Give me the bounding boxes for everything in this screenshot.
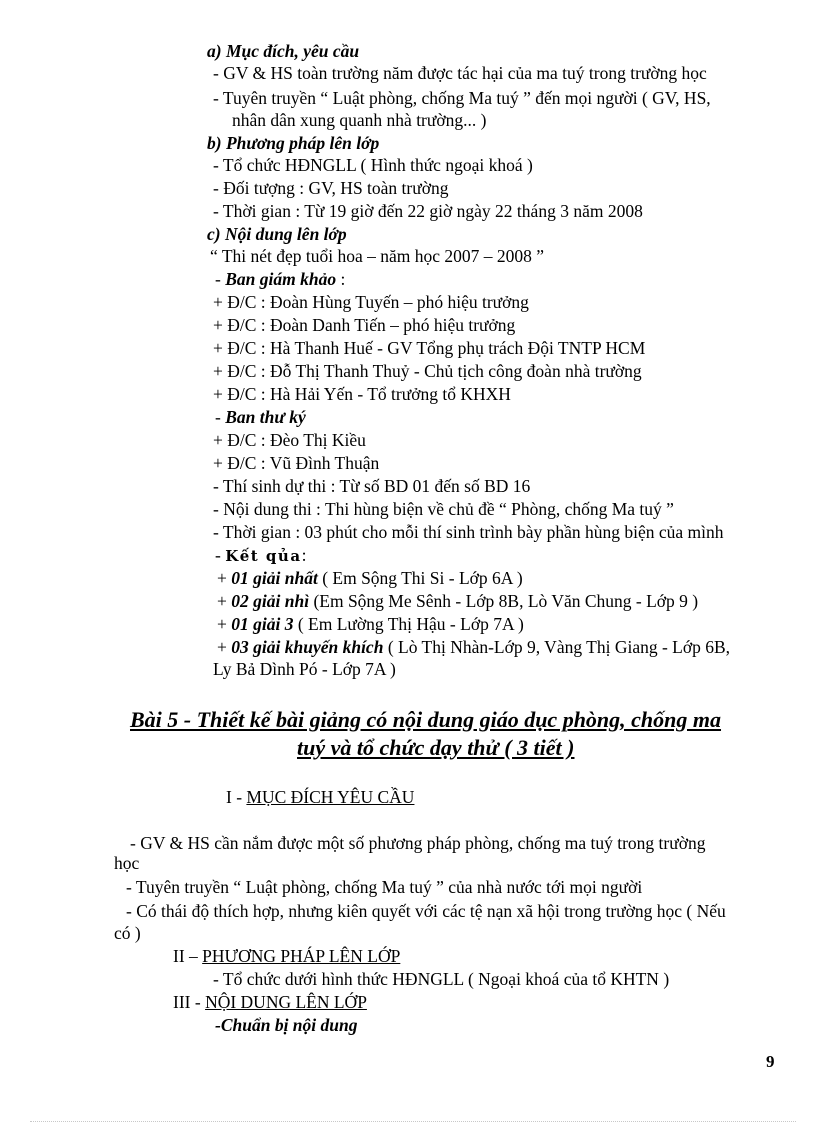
part-2-item: - Tổ chức dưới hình thức HĐNGLL ( Ngoại khoá của tổ KHTN ): [213, 969, 670, 989]
secretary-member-1: + Đ/C : Đèo Thị Kiều: [213, 430, 366, 450]
section-a-item-2-cont: nhân dân xung quanh nhà trường... ): [232, 110, 487, 130]
part-2-heading: II – PHƯƠNG PHÁP LÊN LỚP: [173, 946, 401, 966]
part-1-item-3: - Có thái độ thích hợp, nhưng kiên quyết với các tệ nạn xã hội trong trường học ( Nếu: [126, 901, 726, 921]
jury-member-1: + Đ/C : Đoàn Hùng Tuyến – phó hiệu trưởng: [213, 292, 529, 312]
jury-member-3: + Đ/C : Hà Thanh Huế - GV Tổng phụ trách Đội TNTP HCM: [213, 338, 646, 358]
page-bottom-divider: [30, 1121, 796, 1122]
contest-detail-2: - Nội dung thi : Thi hùng biện về chủ đề “ Phòng, chống Ma tuý ”: [213, 499, 674, 519]
part-1-heading: I - MỤC ĐÍCH YÊU CẦU: [226, 787, 415, 807]
section-b-item-3: - Thời gian : Từ 19 giờ đến 22 giờ ngày 22 tháng 3 năm 2008: [213, 201, 643, 221]
part-1-item-1-cont: học: [114, 853, 140, 873]
section-b-item-2: - Đối tượng : GV, HS toàn trường: [213, 178, 449, 198]
part-1-item-2: - Tuyên truyền “ Luật phòng, chống Ma tuý ” của nhà nước tới mọi người: [126, 877, 643, 897]
lesson-title-line-2: tuý và tổ chức dạy thử ( 3 tiết ): [297, 735, 575, 760]
result-2: + 02 giải nhì (Em Sộng Me Sênh - Lớp 8B, Lò Văn Chung - Lớp 9 ): [217, 591, 699, 611]
secretary-member-2: + Đ/C : Vũ Đình Thuận: [213, 453, 380, 473]
secretary-heading: - Ban thư ký: [215, 407, 306, 427]
section-a-item-2: - Tuyên truyền “ Luật phòng, chống Ma tuý ” đến mọi người ( GV, HS,: [213, 88, 711, 108]
part-1-item-1: - GV & HS cần nắm được một số phương pháp phòng, chống ma tuý trong trường: [130, 833, 706, 853]
part-1-item-3-cont: có ): [114, 923, 141, 943]
result-3: + 01 giải 3 ( Em Lường Thị Hậu - Lớp 7A ): [217, 614, 524, 634]
results-heading: - Kết qủa:: [215, 545, 307, 565]
page-number: 9: [766, 1052, 775, 1071]
jury-member-4: + Đ/C : Đỗ Thị Thanh Thuỷ - Chủ tịch công đoàn nhà trường: [213, 361, 642, 381]
part-3-heading: III - NỘI DUNG LÊN LỚP: [173, 992, 367, 1012]
lesson-title-line-1: Bài 5 - Thiết kế bài giảng có nội dung giáo dục phòng, chống ma: [130, 707, 722, 732]
part-3-subheading: -Chuẩn bị nội dung: [215, 1015, 358, 1035]
section-b-item-1: - Tổ chức HĐNGLL ( Hình thức ngoại khoá ): [213, 155, 533, 175]
contest-theme: “ Thi nét đẹp tuổi hoa – năm học 2007 – 2008 ”: [210, 246, 545, 266]
jury-heading: - Ban giám khảo :: [215, 269, 346, 289]
section-b-heading: b) Phương pháp lên lớp: [207, 133, 380, 153]
section-c-heading: c) Nội dung lên lớp: [207, 224, 347, 244]
result-4-cont: Ly Bả Dình Pó - Lớp 7A ): [213, 659, 396, 679]
result-1: + 01 giải nhất ( Em Sộng Thi Si - Lớp 6A ): [217, 568, 523, 588]
section-a-item-1: - GV & HS toàn trường năm được tác hại của ma tuý trong trường học: [213, 63, 707, 83]
result-4: + 03 giải khuyến khích ( Lò Thị Nhàn-Lớp 9, Vàng Thị Giang - Lớp 6B,: [217, 637, 731, 657]
jury-member-2: + Đ/C : Đoàn Danh Tiến – phó hiệu trưởng: [213, 315, 516, 335]
section-a-heading: a) Mục đích, yêu cầu: [207, 41, 360, 61]
jury-member-5: + Đ/C : Hà Hải Yến - Tổ trưởng tổ KHXH: [213, 384, 511, 404]
contest-detail-1: - Thí sinh dự thi : Từ số BD 01 đến số BD 16: [213, 476, 531, 496]
contest-detail-3: - Thời gian : 03 phút cho mỗi thí sinh trình bày phần hùng biện của mình: [213, 522, 724, 542]
